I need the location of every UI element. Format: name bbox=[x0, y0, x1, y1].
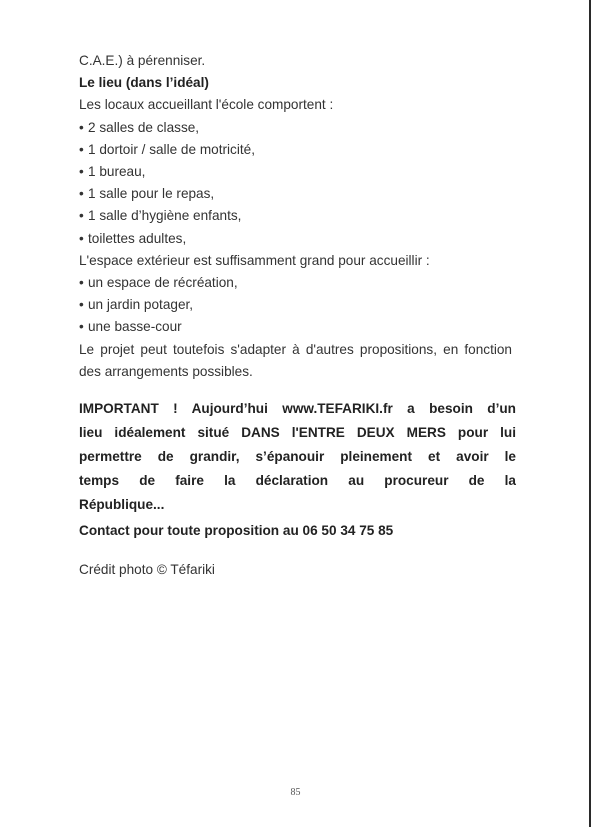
adapt-paragraph: Le projet peut toutefois s'adapter à d'autres propositions, en fonction des arrangements possibles. bbox=[79, 341, 512, 379]
list-item bbox=[79, 272, 512, 294]
bullet-icon: • bbox=[79, 230, 84, 246]
list-item-text: 2 salles de classe, bbox=[88, 119, 200, 135]
locaux-intro: Les locaux accueillant l'école comportent : bbox=[79, 97, 334, 113]
important-notice bbox=[79, 397, 516, 517]
important-line: République... bbox=[79, 497, 165, 512]
bullet-icon: • bbox=[79, 164, 84, 180]
list-item-text: toilettes adultes, bbox=[88, 230, 187, 246]
important-line: IMPORTANT ! Aujourd’hui www.TEFARIKI.fr a besoin d’un bbox=[79, 401, 516, 416]
list-item-text: 1 salle pour le repas, bbox=[88, 186, 215, 202]
document-body bbox=[79, 50, 512, 383]
section-heading: Le lieu (dans l’idéal) bbox=[79, 75, 209, 91]
list-item-text: 1 dortoir / salle de motricité, bbox=[88, 141, 255, 157]
list-item bbox=[79, 228, 512, 250]
list-item bbox=[79, 294, 512, 316]
list-item-text: 1 salle d’hygiène enfants, bbox=[88, 208, 242, 224]
list-item-text: une basse-cour bbox=[88, 319, 182, 335]
bullet-icon: • bbox=[79, 141, 84, 157]
list-item bbox=[79, 183, 512, 205]
bullet-icon: • bbox=[79, 275, 84, 291]
list-item-text: 1 bureau, bbox=[88, 164, 146, 180]
important-line: lieu idéalement situé DANS l'ENTRE DEUX MERS pour lui bbox=[79, 425, 516, 440]
page-number: 85 bbox=[290, 787, 301, 798]
bullet-icon: • bbox=[79, 186, 84, 202]
important-line: temps de faire la déclaration au procureur de la bbox=[79, 473, 516, 488]
list-item bbox=[79, 139, 512, 161]
list-item bbox=[79, 316, 512, 338]
bullet-icon: • bbox=[79, 208, 84, 224]
exterieur-intro: L'espace extérieur est suffisamment grand pour accueillir : bbox=[79, 252, 430, 268]
list-item-text: un jardin potager, bbox=[88, 297, 194, 313]
photo-credit: Crédit photo © Téfariki bbox=[79, 562, 215, 577]
bullet-icon: • bbox=[79, 319, 84, 335]
list-item-text: un espace de récréation, bbox=[88, 275, 238, 291]
important-line: permettre de grandir, s’épanouir pleinement et avoir le bbox=[79, 449, 516, 464]
contact-line: Contact pour toute proposition au 06 50 34 75 85 bbox=[79, 523, 394, 538]
list-item bbox=[79, 161, 512, 183]
list-item bbox=[79, 205, 512, 227]
intro-line: C.A.E.) à pérenniser. bbox=[79, 53, 206, 68]
list-item bbox=[79, 117, 512, 139]
bullet-icon: • bbox=[79, 119, 84, 135]
bullet-icon: • bbox=[79, 297, 84, 313]
